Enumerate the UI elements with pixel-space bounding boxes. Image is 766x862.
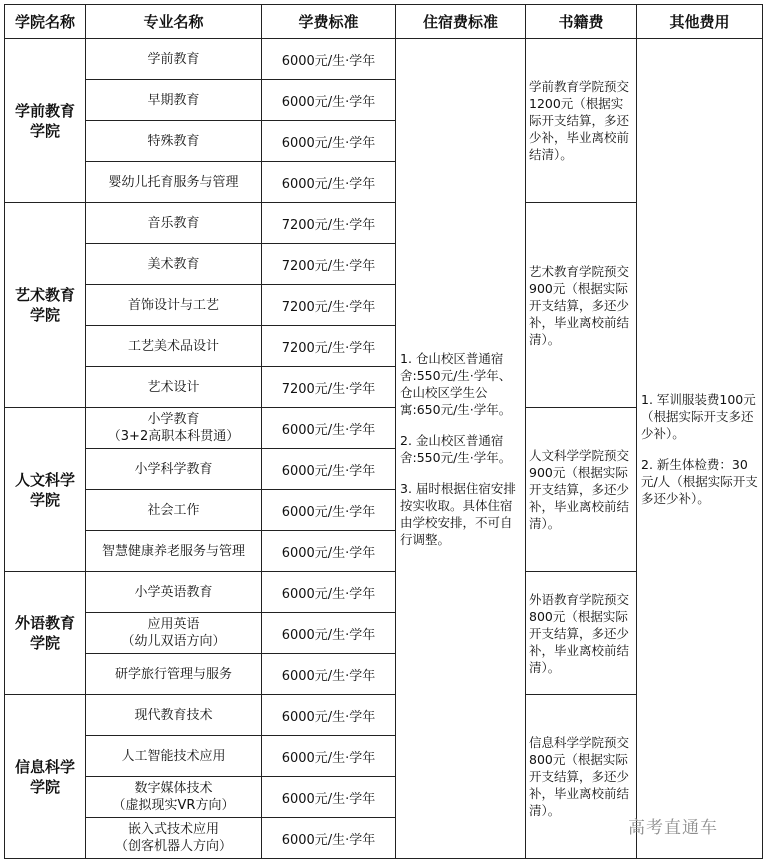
tuition-cell: 6000元/生·学年 bbox=[262, 80, 396, 121]
tuition-cell: 7200元/生·学年 bbox=[262, 285, 396, 326]
tuition-cell: 7200元/生·学年 bbox=[262, 367, 396, 408]
books-cell: 外语教育学院预交800元（根据实际开支结算，多还少补，毕业离校前结清）。 bbox=[526, 572, 637, 695]
college-cell: 人文科学 学院 bbox=[5, 408, 86, 572]
tuition-cell: 6000元/生·学年 bbox=[262, 449, 396, 490]
tuition-cell: 7200元/生·学年 bbox=[262, 203, 396, 244]
tuition-cell: 6000元/生·学年 bbox=[262, 121, 396, 162]
accommodation-cell bbox=[396, 39, 526, 859]
books-cell: 人文科学学院预交900元（根据实际开支结算，多还少补，毕业离校前结清）。 bbox=[526, 408, 637, 572]
major-cell: 现代教育技术 bbox=[86, 695, 262, 736]
tuition-cell: 6000元/生·学年 bbox=[262, 777, 396, 818]
header-college: 学院名称 bbox=[5, 5, 86, 39]
tuition-cell: 6000元/生·学年 bbox=[262, 490, 396, 531]
major-cell: 婴幼儿托育服务与管理 bbox=[86, 162, 262, 203]
header-books: 书籍费 bbox=[526, 5, 637, 39]
tuition-cell: 6000元/生·学年 bbox=[262, 654, 396, 695]
major-cell: 社会工作 bbox=[86, 490, 262, 531]
major-cell: 特殊教育 bbox=[86, 121, 262, 162]
major-cell: 应用英语 （幼儿双语方向） bbox=[86, 613, 262, 654]
tuition-cell: 6000元/生·学年 bbox=[262, 572, 396, 613]
header-major: 专业名称 bbox=[86, 5, 262, 39]
tuition-cell: 6000元/生·学年 bbox=[262, 818, 396, 859]
major-cell: 小学教育 （3+2高职本科贯通） bbox=[86, 408, 262, 449]
accommodation-item: 2. 金山校区普通宿舍:550元/生·学年。 bbox=[400, 432, 512, 465]
college-cell: 信息科学 学院 bbox=[5, 695, 86, 859]
major-cell: 音乐教育 bbox=[86, 203, 262, 244]
header-other: 其他费用 bbox=[637, 5, 763, 39]
tuition-cell: 6000元/生·学年 bbox=[262, 695, 396, 736]
major-cell: 数字媒体技术 （虚拟现实VR方向） bbox=[86, 777, 262, 818]
major-cell: 嵌入式技术应用 （创客机器人方向） bbox=[86, 818, 262, 859]
accommodation-item: 1. 仓山校区普通宿舍:550元/生·学年、 仓山校区学生公寓:650元/生·学年。 bbox=[400, 350, 512, 417]
tuition-cell: 7200元/生·学年 bbox=[262, 326, 396, 367]
other-fee-item: 2. 新生体检费：30元/人（根据实际开支多还少补）。 bbox=[641, 456, 758, 506]
major-cell: 艺术设计 bbox=[86, 367, 262, 408]
major-cell: 学前教育 bbox=[86, 39, 262, 80]
major-cell: 工艺美术品设计 bbox=[86, 326, 262, 367]
table-row bbox=[5, 39, 763, 80]
major-cell: 小学英语教育 bbox=[86, 572, 262, 613]
major-cell: 人工智能技术应用 bbox=[86, 736, 262, 777]
watermark: 高考直通车 bbox=[628, 818, 718, 838]
tuition-cell: 6000元/生·学年 bbox=[262, 613, 396, 654]
major-cell: 美术教育 bbox=[86, 244, 262, 285]
books-cell: 学前教育学院预交1200元（根据实际开支结算，多还少补，毕业离校前结清）。 bbox=[526, 39, 637, 203]
other-fees-cell bbox=[637, 39, 763, 859]
major-cell: 研学旅行管理与服务 bbox=[86, 654, 262, 695]
fee-table bbox=[4, 4, 763, 859]
college-cell: 外语教育 学院 bbox=[5, 572, 86, 695]
college-cell: 艺术教育 学院 bbox=[5, 203, 86, 408]
major-cell: 智慧健康养老服务与管理 bbox=[86, 531, 262, 572]
header-tuition: 学费标准 bbox=[262, 5, 396, 39]
books-cell: 艺术教育学院预交900元（根据实际开支结算，多还少补，毕业离校前结清）。 bbox=[526, 203, 637, 408]
tuition-cell: 6000元/生·学年 bbox=[262, 408, 396, 449]
tuition-cell: 6000元/生·学年 bbox=[262, 736, 396, 777]
header-accommodation: 住宿费标准 bbox=[396, 5, 526, 39]
major-cell: 小学科学教育 bbox=[86, 449, 262, 490]
tuition-cell: 7200元/生·学年 bbox=[262, 244, 396, 285]
header-row bbox=[5, 5, 763, 39]
college-cell: 学前教育 学院 bbox=[5, 39, 86, 203]
tuition-cell: 6000元/生·学年 bbox=[262, 531, 396, 572]
books-cell: 信息科学学院预交800元（根据实际开支结算，多还少补，毕业离校前结清）。 bbox=[526, 695, 637, 859]
major-cell: 首饰设计与工艺 bbox=[86, 285, 262, 326]
tuition-cell: 6000元/生·学年 bbox=[262, 162, 396, 203]
major-cell: 早期教育 bbox=[86, 80, 262, 121]
accommodation-item: 3. 届时根据住宿安排按实收取。具体住宿由学校安排，不可自行调整。 bbox=[400, 480, 516, 547]
other-fee-item: 1. 军训服装费100元（根据实际开支多还少补）。 bbox=[641, 391, 756, 441]
tuition-cell: 6000元/生·学年 bbox=[262, 39, 396, 80]
